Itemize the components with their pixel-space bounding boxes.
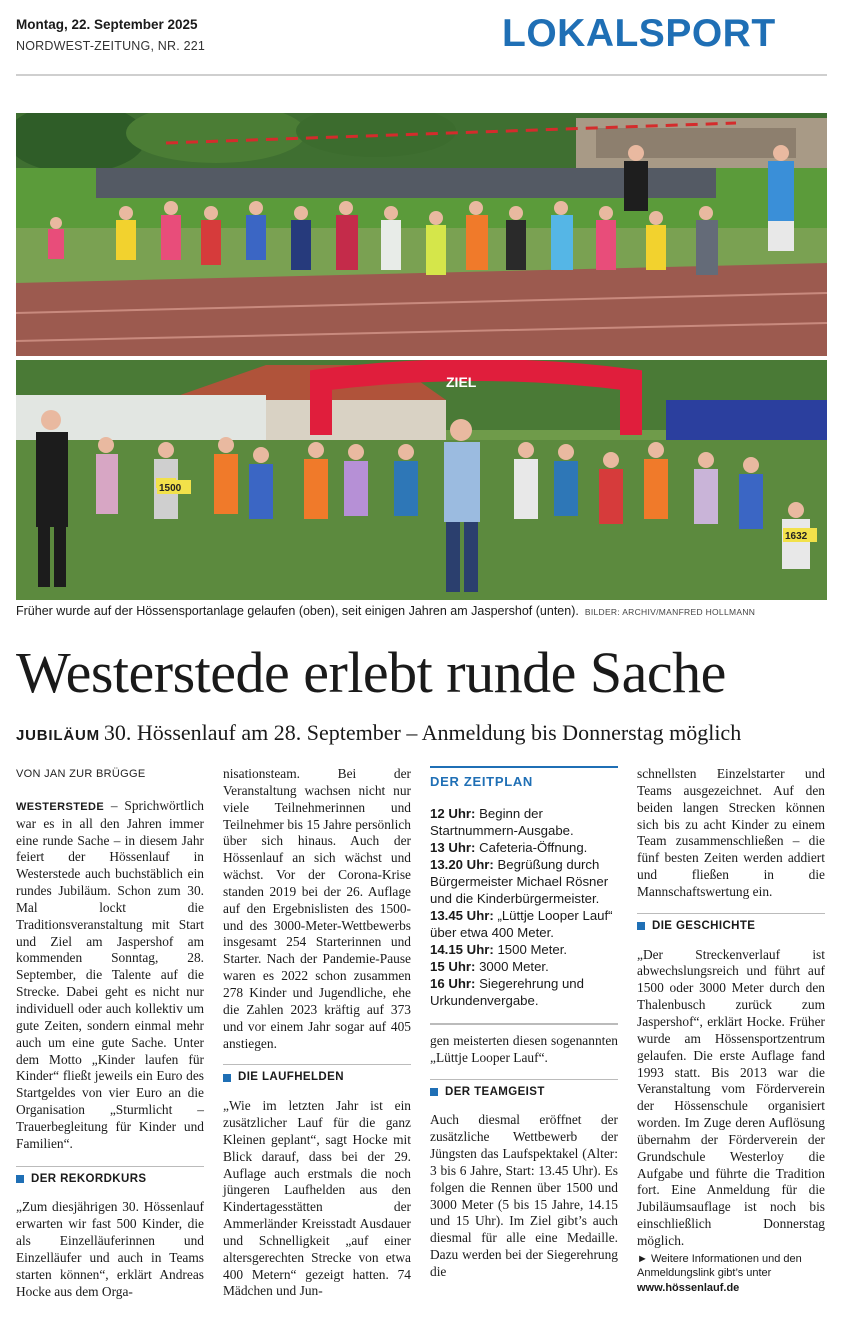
square-bullet-icon	[637, 922, 645, 930]
subhead-teamgeist	[430, 1079, 618, 1101]
zeitplan-text: „Lüttje Looper Lauf“ über etwa 400 Meter.	[430, 907, 613, 940]
zeitplan-time: 14.15 Uhr:	[430, 941, 494, 957]
zeitplan-text: 3000 Meter.	[475, 958, 549, 974]
subhead-teamgeist-text: DER TEAMGEIST	[445, 1085, 545, 1098]
zeitplan-item	[430, 975, 618, 1009]
article-column-1	[16, 766, 204, 1300]
column-3-paragraph: gen meisterten diesen sogenannten „Lüttje Looper Lauf“.	[430, 1032, 618, 1065]
zeitplan-time: 12 Uhr:	[430, 805, 476, 821]
subhead-rekordkurs-text: DER REKORDKURS	[31, 1172, 147, 1185]
bib-number-1632: 1632	[785, 531, 808, 542]
column-1-paragraph-2: „Zum diesjährigen 30. Hössenlauf erwarten wir fast 500 Kinder, die als Einzelläuferinnen und Einzelläufer und auch in Teams starten können“, erklärt Andreas Hocke aus dem Orga-	[16, 1199, 204, 1299]
zeitplan-item	[430, 941, 618, 958]
subhead-rekordkurs	[16, 1166, 204, 1188]
column-2-paragraph: nisationsteam. Bei der Veranstaltung wachsen nicht nur viele Teilnehmerinnen und Teilnehmer bis 15 Jahre persönlich über sich hinaus. Auch der Hössenlauf an sich wächst und wächst. Vor der Corona-Krise standen 2019 bei der 26. Auflage auf den Ergebnislisten des 1500- und des 3000-Meter-Wettbewerbs insgesamt 254 Starterinnen und Starter. Nach der Pandemie-Pause waren es 2022 schon zusammen 278 Kinder und Jugendliche, ehe die Zahlen 2023 kräftig auf 373 und vor einem Jahr sogar auf 405 anstiegen.	[223, 766, 411, 1051]
photo-top-illustration	[16, 113, 827, 356]
caption-text: Früher wurde auf der Hössensportanlage gelaufen (oben), seit einigen Jahren am Jaspershof (unten).	[16, 604, 579, 618]
photo-bottom-illustration	[16, 360, 827, 600]
zeitplan-box-end	[430, 1023, 618, 1067]
bib-number-1500: 1500	[159, 483, 182, 494]
square-bullet-icon	[430, 1088, 438, 1096]
ziel-banner-text: ZIEL	[446, 374, 477, 390]
issue-date: Montag, 22. September 2025	[16, 17, 198, 32]
column-4-paragraph: schnellsten Einzelstarter und Teams ausgezeichnet. Auf den beiden langen Strecken können sich bis zu acht Kinder zu einem Team zusammenschließen – die fünf besten Zeiten werden addiert und fließen in die Mannschaftswertung ein.	[637, 766, 825, 899]
zeitplan-title: DER ZEITPLAN	[430, 766, 618, 791]
zeitplan-time: 13 Uhr:	[430, 839, 476, 855]
zeitplan-item	[430, 907, 618, 941]
subhead-geschichte	[637, 913, 825, 935]
photo-ziel-jaspershof	[16, 360, 827, 600]
newspaper-issue: NORDWEST-ZEITUNG, NR. 221	[16, 39, 206, 53]
article-column-4	[637, 766, 825, 1295]
zeitplan-item	[430, 958, 618, 975]
info-text: ► Weitere Informationen und den Anmeldungslink gibt’s unter	[637, 1252, 802, 1280]
info-box	[637, 1252, 825, 1296]
dateline: WESTERSTEDE	[16, 800, 105, 813]
info-link[interactable]: www.hössenlauf.de	[637, 1281, 740, 1294]
subhead-laufhelden	[223, 1064, 411, 1086]
section-title: LOKALSPORT	[502, 12, 776, 55]
zeitplan-text: Cafeteria-Öffnung.	[475, 839, 588, 855]
zeitplan-text: Beginn der Startnummern-Ausgabe.	[430, 805, 574, 838]
subhead-laufhelden-text: DIE LAUFHELDEN	[238, 1071, 344, 1084]
square-bullet-icon	[223, 1074, 231, 1082]
column-4-paragraph-2: „Der Streckenverlauf ist abwechslungsreich und führt auf 1500 oder 3000 Meter durch den Thalenbusch zurück zum Jaspershof“, erklärt Hocke. Früher wurde am Hössensportzentrum gelaufen. Die erste Auflage fand 1993 statt. Bis 2013 war die Veranstaltung vom Förderverein der Hössenschule organisiert worden. Im Zuge deren Auflösung übernahm der Förderverein der Grundschule Westerloy die Aufgabe und führte die Tradition fort. Eine Anmeldung für die Jubiläumsauflage ist noch bis einschließlich Donnerstag möglich.	[637, 946, 825, 1248]
subheadline-text: 30. Hössenlauf am 28. September – Anmeldung bis Donnerstag möglich	[103, 720, 742, 745]
zeitplan-item	[430, 856, 618, 907]
article-column-3	[430, 766, 618, 1281]
zeitplan-text: 1500 Meter.	[493, 941, 568, 957]
article-column-2	[223, 766, 411, 1300]
column-1-paragraph	[16, 798, 204, 1153]
header-divider	[16, 74, 827, 76]
square-bullet-icon	[16, 1175, 24, 1183]
zeitplan-item	[430, 805, 618, 839]
subhead-geschichte-text: DIE GESCHICHTE	[652, 919, 756, 932]
zeitplan-text: Begrüßung durch Bürgermeister Michael Rösner und die Kinderbürgermeister.	[430, 856, 609, 906]
article-headline: Westerstede erlebt runde Sache	[16, 640, 726, 705]
column-1-text: – Sprichwörtlich war es in all den Jahren immer eine runde Sache – in diesem Jahr feiert der Hössenlauf in Westerstede auch buchstäblich ein rundes Jubiläum. Schon zum 30. Mal lockt die Traditionsveranstaltung mit Start und Ziel am Jaspershof am kommenden Sonntag, 28. September, die Talente auf die Strecke. Dabei geht es nicht nur individuell oder auch kollektiv um gute Zeiten, sondern einmal mehr auch um eine gute Sache. Unter dem Motto „Kinder laufen für Kinder“ fließt jeweils ein Euro des Startgeldes von vier Euro an die Organisation „Sturmlicht – Trauerbegleitung für Kinder und Familien“.	[16, 797, 204, 1151]
zeitplan-time: 16 Uhr:	[430, 975, 476, 991]
zeitplan-time: 13.45 Uhr:	[430, 907, 494, 923]
byline: VON JAN ZUR BRÜGGE	[16, 768, 146, 780]
article-subheadline	[16, 720, 741, 746]
photo-credit: BILDER: ARCHIV/MANFRED HOLLMANN	[584, 607, 756, 617]
kicker-label: JUBILÄUM	[16, 727, 100, 744]
column-2-paragraph-2: „Wie im letzten Jahr ist ein zusätzlicher Lauf für die ganz Kleinen geplant“, sagt Hocke mit Blick darauf, dass bei der 29. Auflage auch erstmals die noch jüngeren Laufhelden aus den Kindertagesstätten der Ammerländer Kreisstadt Ausdauer und Schnelligkeit „auf einer altersgerechten Strecke von etwa 400 Metern“ gezeigt hatten. 74 Mädchen und Jun-	[223, 1098, 411, 1299]
zeitplan-time: 15 Uhr:	[430, 958, 476, 974]
photo-caption	[16, 604, 755, 618]
zeitplan-text: Siegerehrung und Urkundenvergabe.	[430, 975, 584, 1008]
column-3-paragraph-2: Auch diesmal eröffnet der zusätzliche Wettbewerb der Jüngsten das Laufspektakel (Alter: 3 bis 6 Jahre, Start: 13.45 Uhr). Es folgen die Rennen über 1500 und 3000 Meter (5 bis 15 Jahre, 14.15 und 15 Uhr). Im Ziel gibt’s auch diesmal für alle eine Medaille. Dazu werden bei der Siegerehrung die	[430, 1112, 618, 1279]
zeitplan-list	[430, 805, 618, 1009]
zeitplan-item	[430, 839, 618, 856]
photo-start-hoessensportanlage	[16, 113, 827, 356]
zeitplan-time: 13.20 Uhr:	[430, 856, 494, 872]
